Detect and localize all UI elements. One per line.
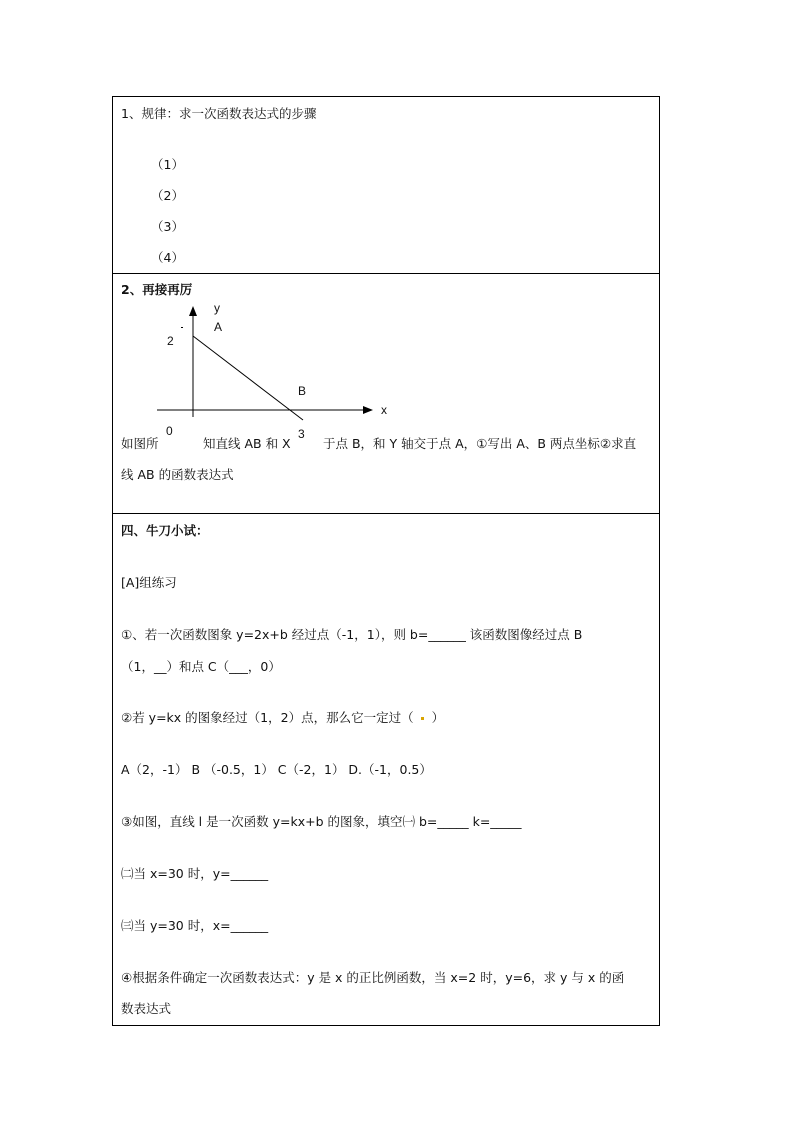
question-3-part2: ㈡当 x=30 时，y=______	[121, 866, 269, 881]
x-axis-label: x	[381, 403, 387, 417]
point-a-label: A	[214, 320, 223, 334]
question-4-line2: 数表达式	[121, 1001, 172, 1016]
question-text-line2: 线 AB 的函数表达式	[121, 467, 234, 482]
question-text-part3: 于点 B，和 Y 轴交于点 A，①写出 A、B 两点坐标②求直	[323, 436, 637, 451]
group-a-heading: [A]组练习	[121, 575, 177, 590]
step-3: （3）	[151, 219, 184, 234]
question-4-line1: ④根据条件确定一次函数表达式：y 是 x 的正比例函数，当 x=2 时，y=6，求 y 与 x 的函	[121, 970, 625, 985]
question-3-part3: ㈢当 y=30 时，x=______	[121, 918, 269, 933]
question-text-part1: 如图所	[121, 436, 159, 451]
question-1-line2: （1，__）和点 C（___，0）	[121, 659, 281, 674]
section-rule	[113, 97, 659, 274]
question-1-line1: ①、若一次函数图象 y=2x+b 经过点（-1，1），则 b=______ 该函数图像经过点 B	[121, 627, 583, 642]
step-2: （2）	[151, 188, 184, 203]
quick-test-title: 四、牛刀小试：	[121, 523, 209, 538]
worksheet-table	[112, 96, 660, 1026]
question-2-text: ②若 y=kx 的图象经过（1，2）点，那么它一定过（	[121, 710, 414, 725]
origin-label: 0	[166, 424, 173, 438]
x-intercept-label: 3	[298, 427, 305, 441]
x-axis-arrow	[363, 406, 373, 414]
question-2-close: ）	[431, 710, 445, 725]
y-axis-arrow	[189, 306, 197, 316]
step-4: （4）	[151, 250, 184, 265]
y-axis-label: y	[214, 301, 220, 315]
tick-mark	[181, 327, 183, 328]
question-text-part2: 知直线 AB 和 X	[203, 436, 291, 451]
question-2	[121, 710, 444, 726]
point-b-label: B	[298, 384, 307, 398]
practice-title: 2、再接再厉	[121, 282, 193, 297]
y-intercept-label: 2	[167, 334, 174, 348]
mark-dot-icon	[421, 717, 424, 720]
section-practice	[113, 274, 659, 514]
question-2-options: A（2，-1） B （-0.5，1） C（-2，1） D.（-1，0.5）	[121, 762, 432, 777]
step-1: （1）	[151, 157, 184, 172]
rule-title: 1、规律：求一次函数表达式的步骤	[121, 106, 317, 121]
question-3: ③如图，直线 l 是一次函数 y=kx+b 的图象，填空㈠ b=_____ k=_____	[121, 814, 522, 829]
line-ab	[193, 336, 303, 420]
answer-blank	[414, 710, 432, 726]
section-quick-test	[113, 514, 659, 1027]
